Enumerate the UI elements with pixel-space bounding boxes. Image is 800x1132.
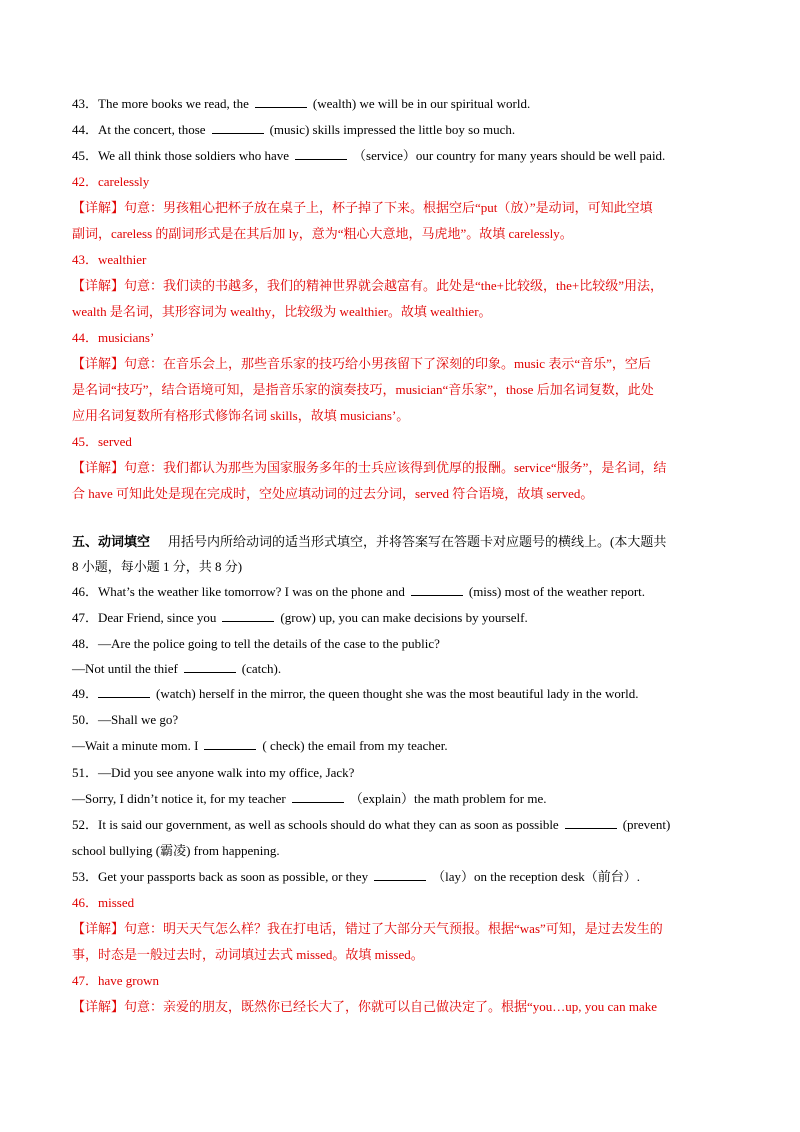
question-52-line-1: 52．It is said our government, as well as schools should do what they can as soon as possible (prevent) [72,817,671,832]
question-53: 53．Get your passports back as soon as possible, or they （lay）on the reception desk（前台）. [72,869,641,884]
answer-blank [411,584,463,596]
answer-blank [98,686,150,698]
explanation-42-line-1: 【详解】句意：男孩粗心把杯子放在桌子上，杯子掉了下来。根据空后“put（放）”是动词，可知此空填 [72,200,653,215]
answer-blank [204,738,256,750]
explanation-44-line-1: 【详解】句意：在音乐会上，那些音乐家的技巧给小男孩留下了深刻的印象。music 表示“音乐”，空后 [72,356,651,371]
answer-blank [255,96,307,108]
question-49: 49． (watch) herself in the mirror, the queen thought she was the most beautiful lady in the world. [72,686,639,701]
answer-blank [184,661,236,673]
question-44: 44．At the concert, those (music) skills impressed the little boy so much. [72,122,516,137]
explanation-44-line-3: 应用名词复数所有格形式修饰名词 skills，故填 musicians’。 [72,408,410,423]
explanation-46-line-2: 事，时态是一般过去时，动词填过去式 missed。故填 missed。 [72,947,424,962]
question-46: 46．What’s the weather like tomorrow? I was on the phone and (miss) most of the weather report. [72,584,646,599]
explanation-43-line-2: wealth 是名词，其形容词为 wealthy，比较级为 wealthier。故填 wealthier。 [72,304,492,319]
question-52-line-2: school bullying (霸凌) from happening. [72,843,280,858]
section-title: 五、动词填空 [72,534,151,549]
answer-blank [295,148,347,160]
question-50-line-1: 50．—Shall we go? [72,712,179,727]
answer-blank [212,122,264,134]
explanation-45-line-2: 合 have 可知此处是现在完成时，空处应填动词的过去分词，served 符合语境，故填 served。 [72,486,594,501]
question-50-line-2: —Wait a minute mom. I ( check) the email from my teacher. [72,738,448,753]
answer-44: 44．musicians’ [72,330,155,345]
section-5-header [72,533,732,551]
section-instruction: 用括号内所给动词的适当形式填空，并将答案写在答题卡对应题号的横线上。(本大题共 [168,534,667,549]
section-5-instruction-line-2: 8 小题，每小题 1 分，共 8 分) [72,559,243,574]
explanation-44-line-2: 是名词“技巧”，结合语境可知，是指音乐家的演奏技巧，musician“音乐家”，those 后加名词复数，此处 [72,382,654,397]
explanation-42-line-2: 副词，careless 的副词形式是在其后加 ly，意为“粗心大意地，马虎地”。故填 carelessly。 [72,226,573,241]
question-47: 47．Dear Friend, since you (grow) up, you can make decisions by yourself. [72,610,528,625]
question-51-line-1: 51．—Did you see anyone walk into my office, Jack? [72,765,355,780]
answer-blank [222,610,274,622]
question-48-line-1: 48．—Are the police going to tell the details of the case to the public? [72,636,440,651]
answer-blank [374,869,426,881]
question-45: 45．We all think those soldiers who have （service）our country for many years should be well paid. [72,148,666,163]
explanation-47-line-1: 【详解】句意：亲爱的朋友，既然你已经长大了，你就可以自己做决定了。根据“you…up, you can make [72,999,657,1014]
question-43: 43．The more books we read, the (wealth) we will be in our spiritual world. [72,96,531,111]
explanation-45-line-1: 【详解】句意：我们都认为那些为国家服务多年的士兵应该得到优厚的报酬。service“服务”，是名词，结 [72,460,667,475]
answer-47: 47．have grown [72,973,160,988]
answer-45: 45．served [72,434,132,449]
answer-43: 43．wealthier [72,252,147,267]
explanation-46-line-1: 【详解】句意：明天天气怎么样？我在打电话，错过了大部分天气预报。根据“was”可知，是过去发生的 [72,921,663,936]
question-48-line-2: —Not until the thief (catch). [72,661,282,676]
answer-blank [292,791,344,803]
question-51-line-2: —Sorry, I didn’t notice it, for my teacher （explain）the math problem for me. [72,791,547,806]
answer-46: 46．missed [72,895,135,910]
answer-42: 42．carelessly [72,174,150,189]
answer-blank [565,817,617,829]
explanation-43-line-1: 【详解】句意：我们读的书越多，我们的精神世界就会越富有。此处是“the+比较级，the+比较级”用法， [72,278,663,293]
